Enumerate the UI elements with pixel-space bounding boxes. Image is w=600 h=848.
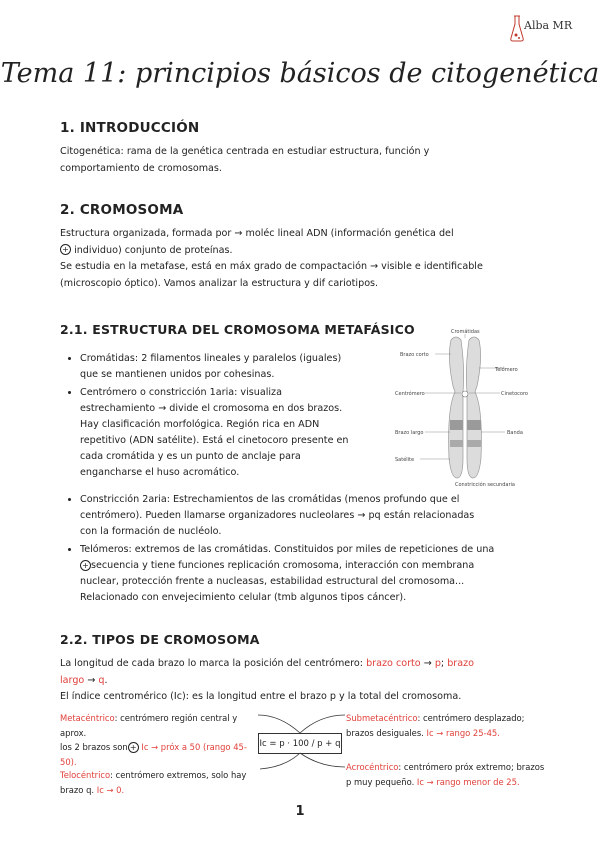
section-heading-tipos: 2.2. TIPOS DE CROMOSOMA xyxy=(60,632,260,647)
diagram-label: Satélite xyxy=(395,457,415,463)
diagram-label: Cinetocoro xyxy=(501,391,528,397)
formula-box: Ic = p · 100 / p + q xyxy=(258,733,342,754)
diagram-label: Brazo corto xyxy=(400,352,429,358)
intro-paragraph xyxy=(60,144,429,177)
type-metacentrico: Metacéntrico: centrómero región central y aprox. los 2 brazos son + Ic → próx a 50 (rango 45- 50). xyxy=(60,713,247,767)
section-heading-intro: 1. INTRODUCCIÓN xyxy=(60,120,200,136)
bullet-centromero: • Centrómero o constricción 1aria: visualiza estrechamiento → divide el cromosoma en dos brazos. Hay clasificación morfológica. Región rica en ADN repetitivo (ADN satélite). Está el cinetocoro presente en cada cromátida y es un punto de anclaje para engancharse el huso acromático. xyxy=(80,385,386,481)
text-line: comportamiento de cromosomas. xyxy=(60,162,222,174)
text-line: La longitud de cada brazo lo marca la posición del centrómero: brazo corto → p; brazo xyxy=(60,658,475,669)
chromosome-diagram xyxy=(395,328,535,488)
plus-icon: + xyxy=(128,742,139,753)
page-number: 1 xyxy=(295,804,305,819)
text-line: El índice centromérico (Ic): es la longitud entre el brazo p y la total del cromosoma. xyxy=(60,691,462,702)
diagram-label: Constricción secundaria xyxy=(455,482,515,488)
brand-name: Alba MR xyxy=(524,19,573,32)
text-line: Citogenética: rama de la genética centrada en estudiar estructura, función y xyxy=(60,146,430,157)
bullet-telomeros: • Telómeros: extremos de las cromátidas. Constituidos por miles de repeticiones de una + secuencia y tiene funciones replicación cromosoma, interacción con membrana nuclear, protección frente a nucleasas, estabilidad estructural del cromosoma... Relacionado con envejecimiento celular (tmb algunos tipos cáncer). xyxy=(80,542,556,606)
type-telocentrico: Telocéntrico: centrómero extremos, solo hay brazo q. Ic → 0. xyxy=(60,770,247,795)
brand-logo xyxy=(510,14,590,44)
section-heading-cromosoma: 2. CROMOSOMA xyxy=(60,202,184,218)
flask-icon xyxy=(510,14,524,44)
text-line: (microscopio óptico). Vamos analizar la estructura y dif cariotipos. xyxy=(60,277,379,289)
cromosoma-paragraph xyxy=(60,226,483,292)
bullet-list-lower xyxy=(66,492,556,608)
section-heading-estructura: 2.1. ESTRUCTURA DEL CROMOSOMA METAFÁSICO xyxy=(60,322,415,337)
diagram-label: Brazo largo xyxy=(395,430,424,436)
plus-icon: + xyxy=(60,244,71,255)
bullet-cromatidas: • Cromátidas: 2 filamentos lineales y paralelos (iguales) que se mantienen unidos por cohesinas. xyxy=(80,351,386,383)
text-line: + individuo) conjunto de proteínas. xyxy=(60,243,483,260)
tipos-paragraph xyxy=(60,656,550,706)
text-line: Se estudia en la metafase, está en máx grado de compactación → visible e identificable xyxy=(60,261,483,272)
bullet-constriccion-2aria: • Constricción 2aria: Estrechamientos de las cromátidas (menos profundo que el centrómero). Pueden llamarse organizadores nucleolares → pq están relacionadas con la formación de nucléolo. xyxy=(80,492,556,540)
type-acrocentrico: Acrocéntrico: centrómero próx extremo; brazos p muy pequeño. Ic → rango menor de 25. xyxy=(346,762,545,787)
diagram-label: Banda xyxy=(507,430,523,436)
diagram-label: Telómero xyxy=(495,367,518,373)
diagram-label: Centrómero xyxy=(395,391,425,397)
plus-icon: + xyxy=(80,560,91,571)
text-line: largo → q. xyxy=(60,674,108,686)
text-line: Estructura organizada, formada por → moléc lineal ADN (información genética del xyxy=(60,228,454,239)
type-submetacentrico: Submetacéntrico: centrómero desplazado; brazos desiguales. Ic → rango 25-45. xyxy=(346,713,525,738)
bullet-list-upper xyxy=(66,351,386,483)
page-title: Tema 11: principios básicos de citogenética xyxy=(0,58,600,89)
diagram-label: Cromátidas xyxy=(451,329,480,335)
